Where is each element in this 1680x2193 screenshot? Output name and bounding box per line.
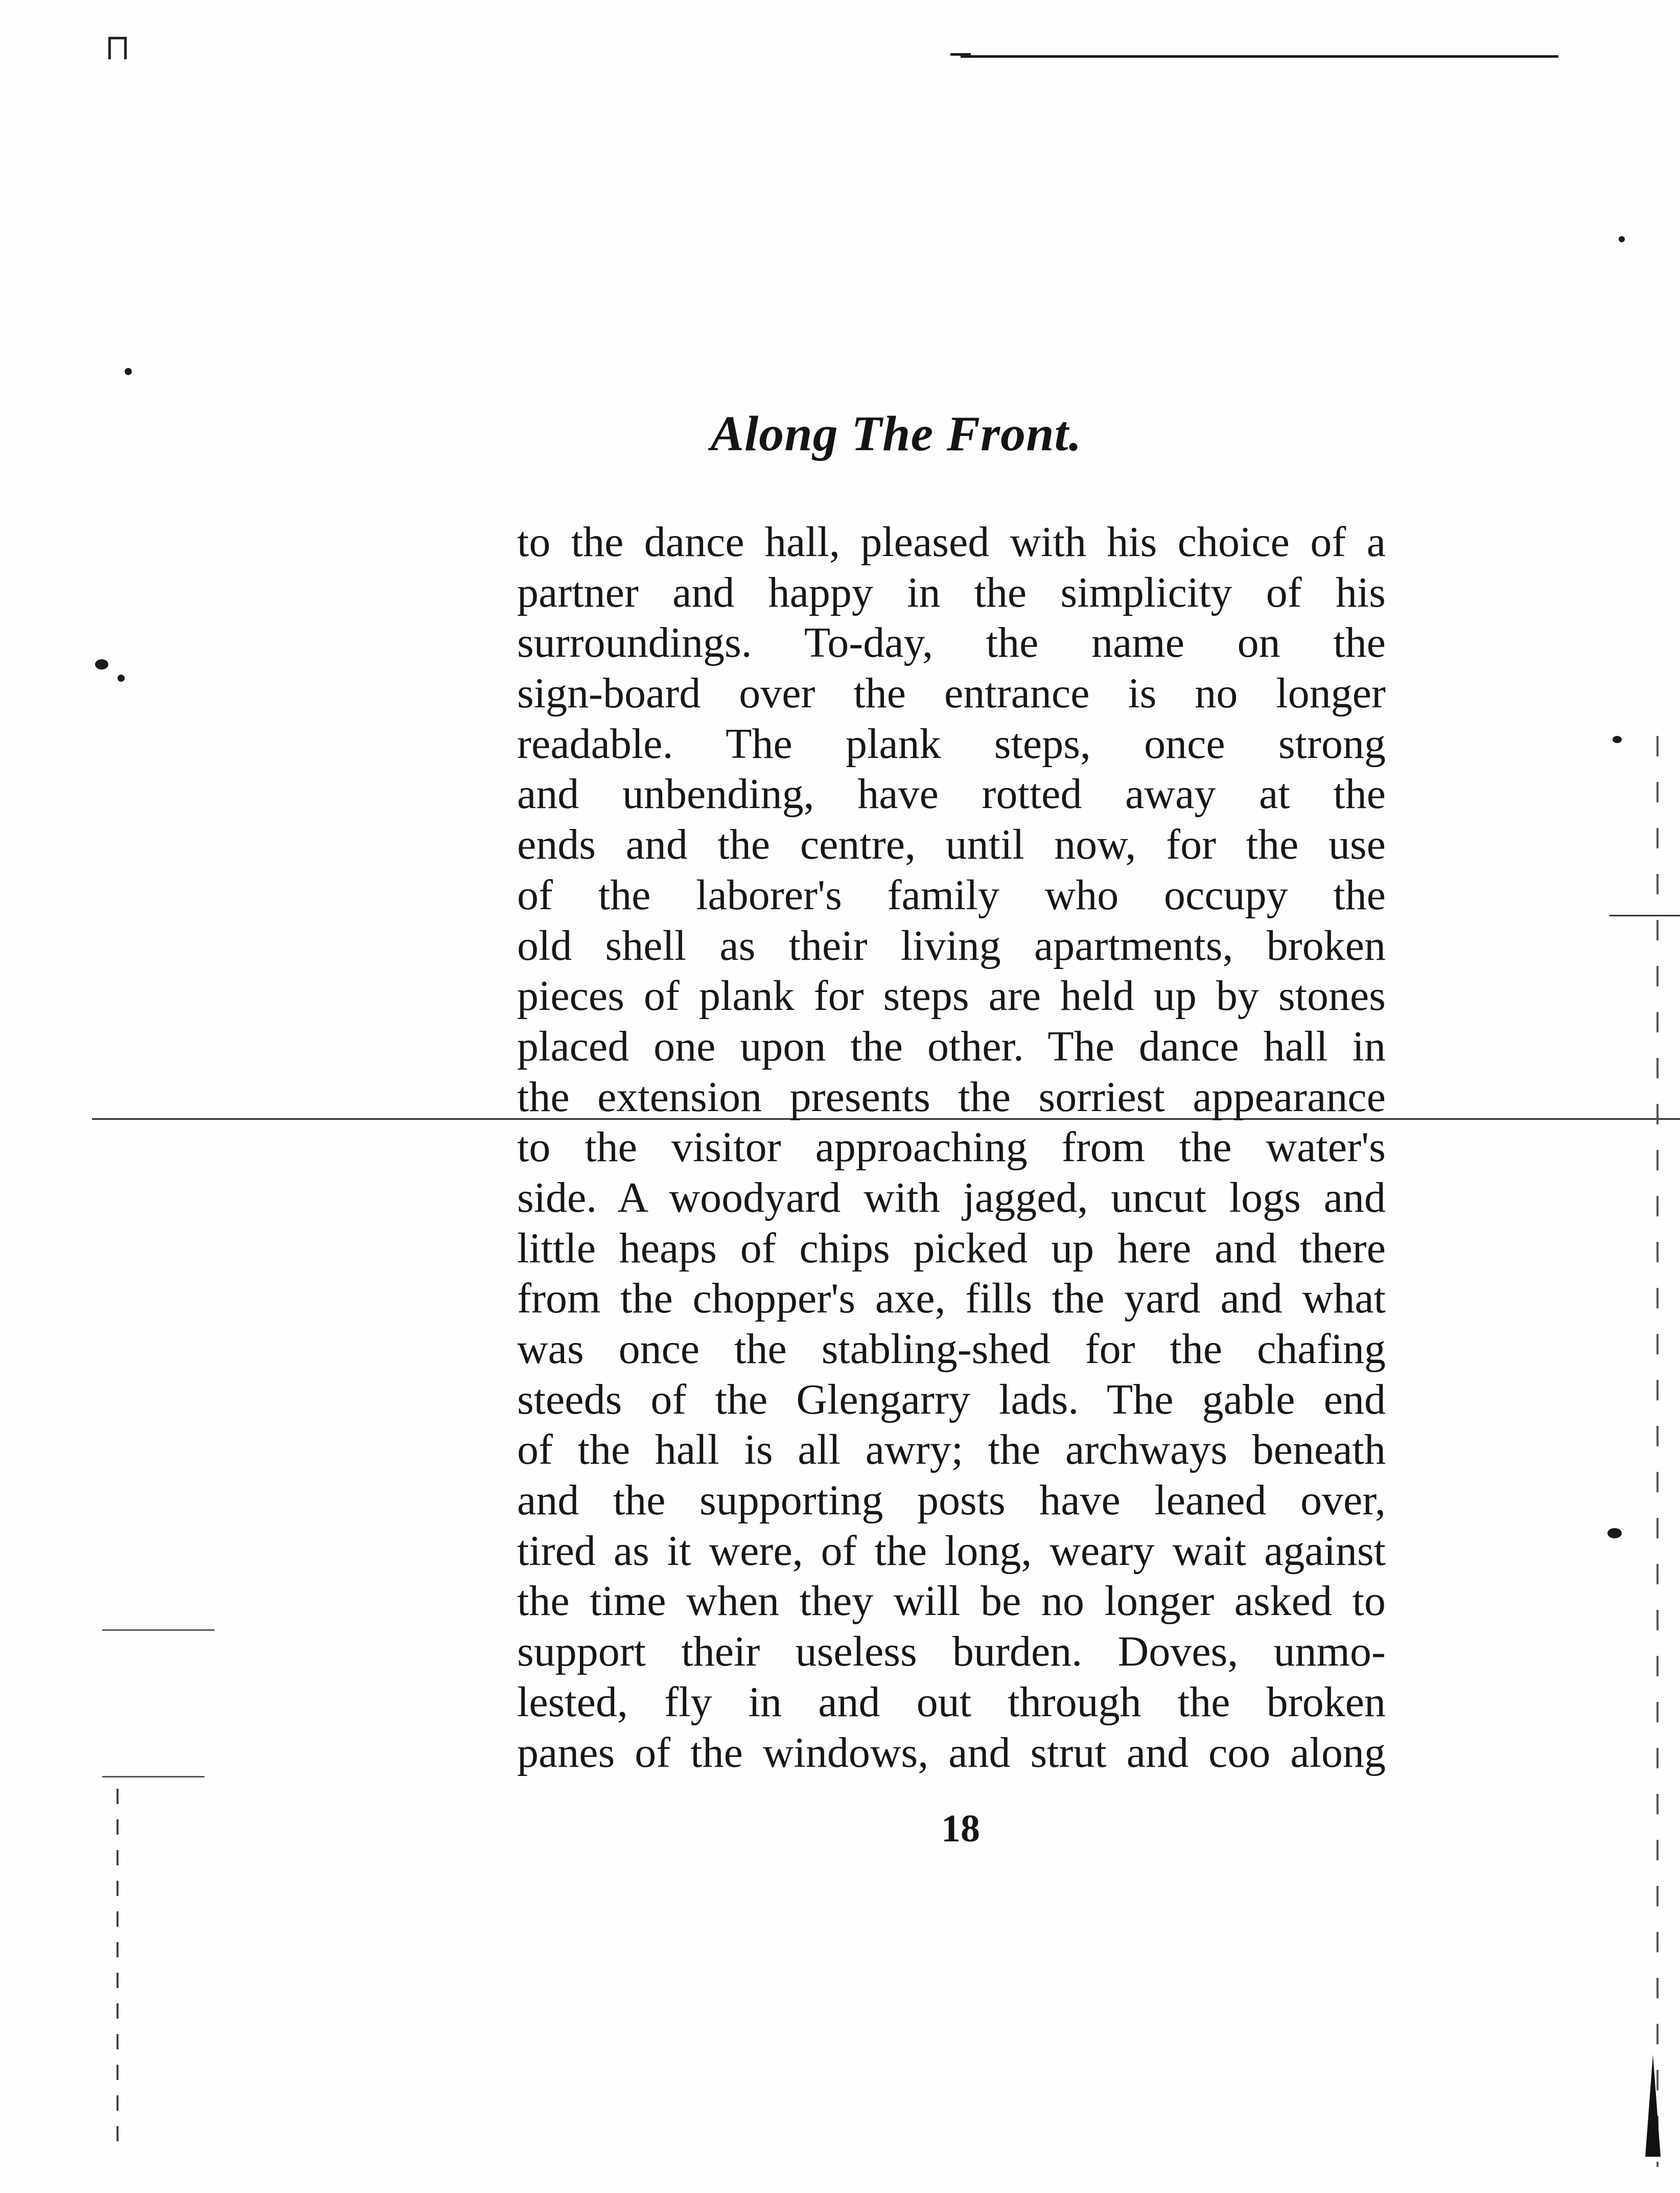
text-line: and unbending, have rotted away at the [517, 770, 1386, 818]
text-line: from the chopper's axe, fills the yard and what [517, 1275, 1386, 1323]
right-edge-marks [1656, 736, 1659, 2167]
ink-speck [95, 659, 108, 670]
body-paragraph [517, 517, 1386, 1778]
text-line: readable. The plank steps, once strong [517, 720, 1386, 768]
scan-rule-right [1609, 915, 1680, 916]
text-line: was once the stabling-shed for the chafing [517, 1325, 1386, 1373]
text-line: tired as it were, of the long, weary wait against [517, 1527, 1386, 1575]
left-edge-marks [116, 1789, 119, 2157]
scan-rule-left-1 [102, 1629, 215, 1631]
scan-rule-left-2 [102, 1776, 204, 1778]
text-line: support their useless burden. Doves, unmo- [517, 1628, 1386, 1676]
scan-top-rule [961, 55, 1558, 58]
text-line: pieces of plank for steps are held up by stones [517, 972, 1386, 1020]
page-number: 18 [941, 1807, 980, 1850]
text-line: the time when they will be no longer asked to [517, 1577, 1386, 1625]
text-line: and the supporting posts have leaned over, [517, 1476, 1386, 1525]
text-line: to the visitor approaching from the water's [517, 1123, 1386, 1171]
ink-speck [1619, 236, 1625, 242]
running-header-title: Along The Front. [710, 406, 1082, 461]
text-line: sign-board over the entrance is no longer [517, 670, 1386, 718]
text-line: little heaps of chips picked up here and there [517, 1224, 1386, 1272]
text-line: steeds of the Glengarry lads. The gable end [517, 1375, 1386, 1423]
text-line: to the dance hall, pleased with his choice of a [517, 518, 1386, 566]
corner-crop-mark [108, 37, 127, 59]
text-line: panes of the windows, and strut and coo along [517, 1728, 1386, 1776]
ink-speck [125, 368, 132, 375]
text-line: partner and happy in the simplicity of his [517, 568, 1386, 616]
text-line: surroundings. To-day, the name on the [517, 619, 1386, 667]
text-line: old shell as their living apartments, broken [517, 921, 1386, 969]
ink-speck [1613, 736, 1622, 743]
text-line: of the hall is all awry; the archways beneath [517, 1426, 1386, 1474]
text-line: the extension presents the sorriest appearance [517, 1073, 1386, 1121]
ink-speck [118, 675, 125, 682]
text-line: placed one upon the other. The dance hall in [517, 1022, 1386, 1070]
ink-speck [1607, 1528, 1622, 1538]
text-line: side. A woodyard with jagged, uncut logs and [517, 1173, 1386, 1221]
text-line: lested, fly in and out through the broken [517, 1678, 1386, 1726]
text-line: of the laborer's family who occupy the [517, 871, 1386, 919]
text-line: ends and the centre, until now, for the use [517, 821, 1386, 869]
